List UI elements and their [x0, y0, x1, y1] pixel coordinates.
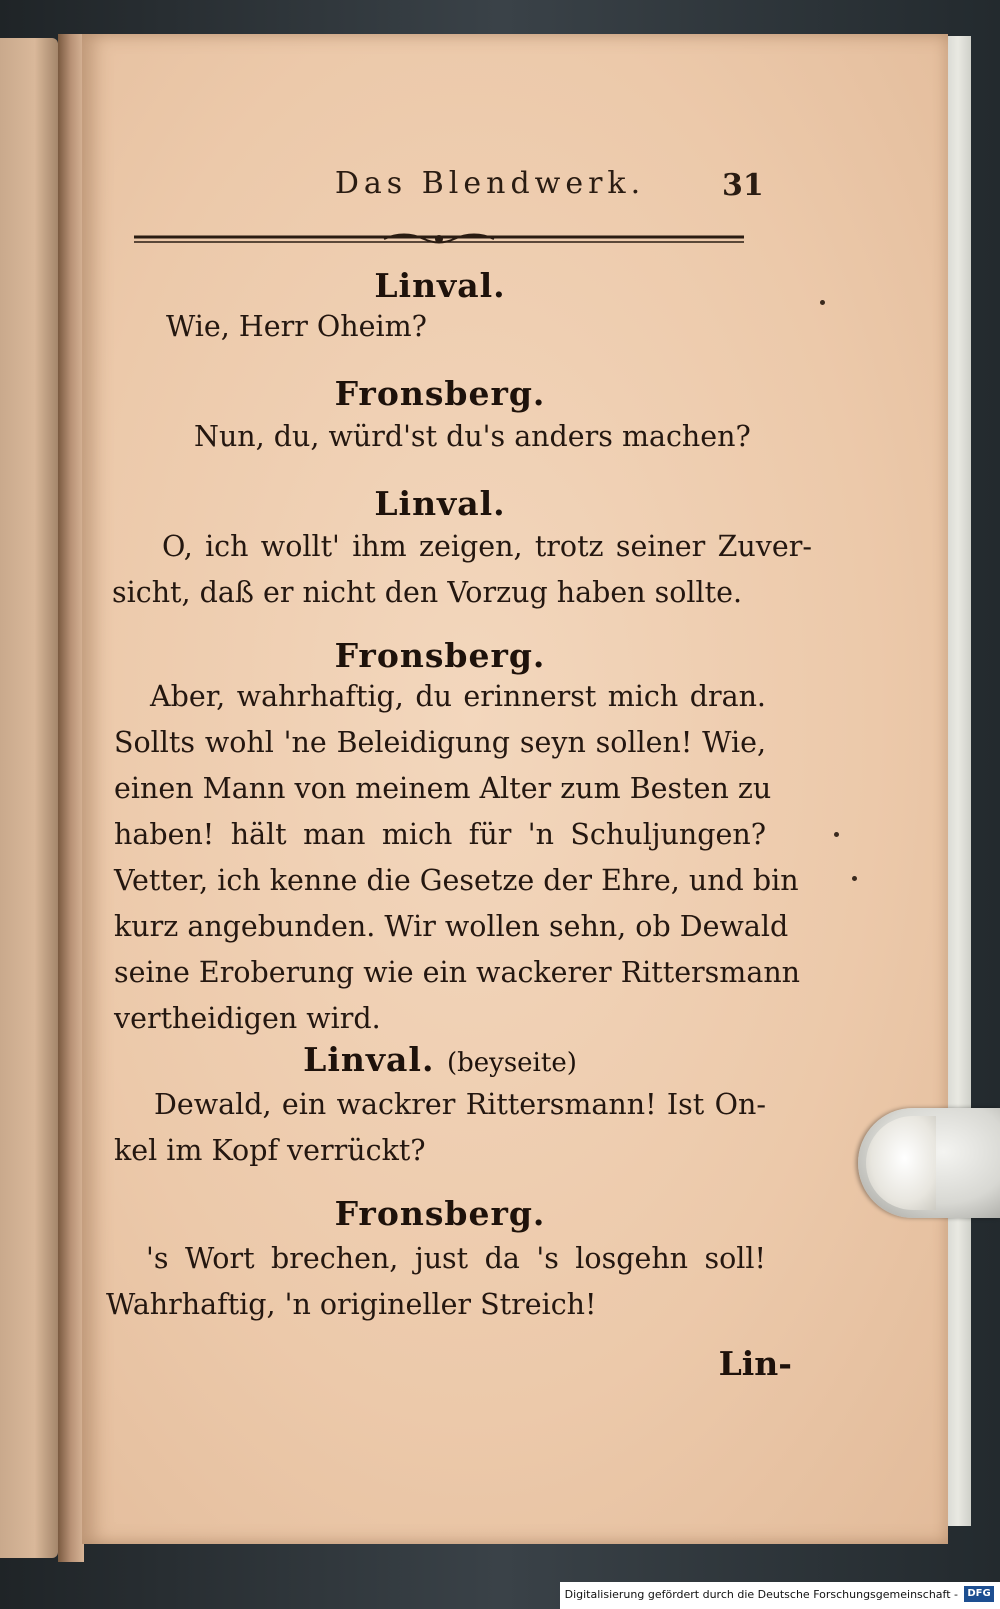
speech-line: vertheidigen wird. — [114, 1002, 381, 1035]
speech-line: Sollts wohl 'ne Beleidigung seyn sollen! Wie, — [114, 726, 766, 759]
page-number: 31 — [722, 168, 764, 203]
speech-line: seine Eroberung wie ein wackerer Rittersmann — [114, 956, 801, 989]
speech-line: Nun, du, würd'st du's anders machen? — [194, 420, 751, 453]
speech-line: sicht, daß er nicht den Vorzug haben sollte. — [112, 576, 743, 609]
speech-text — [166, 304, 766, 350]
speaker-name: Fronsberg. — [334, 374, 546, 413]
book-gutter — [58, 34, 84, 1562]
speech-line: 's Wort brechen, just da 's losgehn soll! — [146, 1242, 766, 1275]
speech-line: Vetter, ich kenne die Gesetze der Ehre, und bin — [114, 864, 799, 897]
paper-speck — [852, 876, 857, 881]
left-page-edge — [0, 38, 58, 1558]
speech-line: Wie, Herr Oheim? — [166, 310, 427, 343]
dfg-logo-icon: DFG — [964, 1586, 994, 1602]
speech-line: Dewald, ein wackrer Rittersmann! Ist On- — [154, 1088, 766, 1121]
speaker-name: Linval. — [374, 484, 506, 523]
speaker-heading — [82, 1040, 798, 1079]
funding-credit: Digitalisierung gefördert durch die Deutsche Forschungsgemeinschaft - — [564, 1588, 958, 1601]
page-clamp — [858, 1108, 1000, 1218]
speech-line: O, ich wollt' ihm zeigen, trotz seiner Zuver- — [162, 530, 812, 563]
speaker-name: Linval. — [303, 1040, 435, 1079]
speech-text — [194, 414, 794, 460]
speech-line: kel im Kopf verrückt? — [114, 1134, 426, 1167]
speech-text — [114, 1082, 766, 1174]
speech-text — [114, 674, 801, 1042]
page-header — [82, 166, 948, 206]
speaker-name: Fronsberg. — [334, 636, 546, 675]
speech-line: einen Mann von meinem Alter zum Besten zu — [114, 772, 772, 805]
speaker-name: Linval. — [374, 266, 506, 305]
page-stack-edge — [944, 36, 971, 1526]
page-clamp-highlight — [866, 1116, 936, 1210]
speech-line: kurz angebunden. Wir wollen sehn, ob Dewald — [114, 910, 789, 943]
paper-speck — [820, 300, 825, 305]
speech-text — [106, 1236, 766, 1328]
book-page — [82, 34, 948, 1544]
running-title: Das Blendwerk. — [334, 166, 646, 201]
speech-line: Aber, wahrhaftig, du erinnerst mich dran. — [150, 680, 766, 713]
speech-text — [112, 524, 812, 616]
speech-line: Wahrhaftig, 'n origineller Streich! — [106, 1288, 597, 1321]
digitization-footer — [560, 1582, 1000, 1609]
catchword: Lin- — [718, 1344, 792, 1383]
speech-line: haben! hält man mich für 'n Schuljungen? — [114, 818, 766, 851]
paper-speck — [834, 832, 839, 837]
ornamental-rule — [134, 230, 744, 248]
speaker-name: Fronsberg. — [334, 1194, 546, 1233]
stage-direction: (beyseite) — [446, 1048, 577, 1078]
